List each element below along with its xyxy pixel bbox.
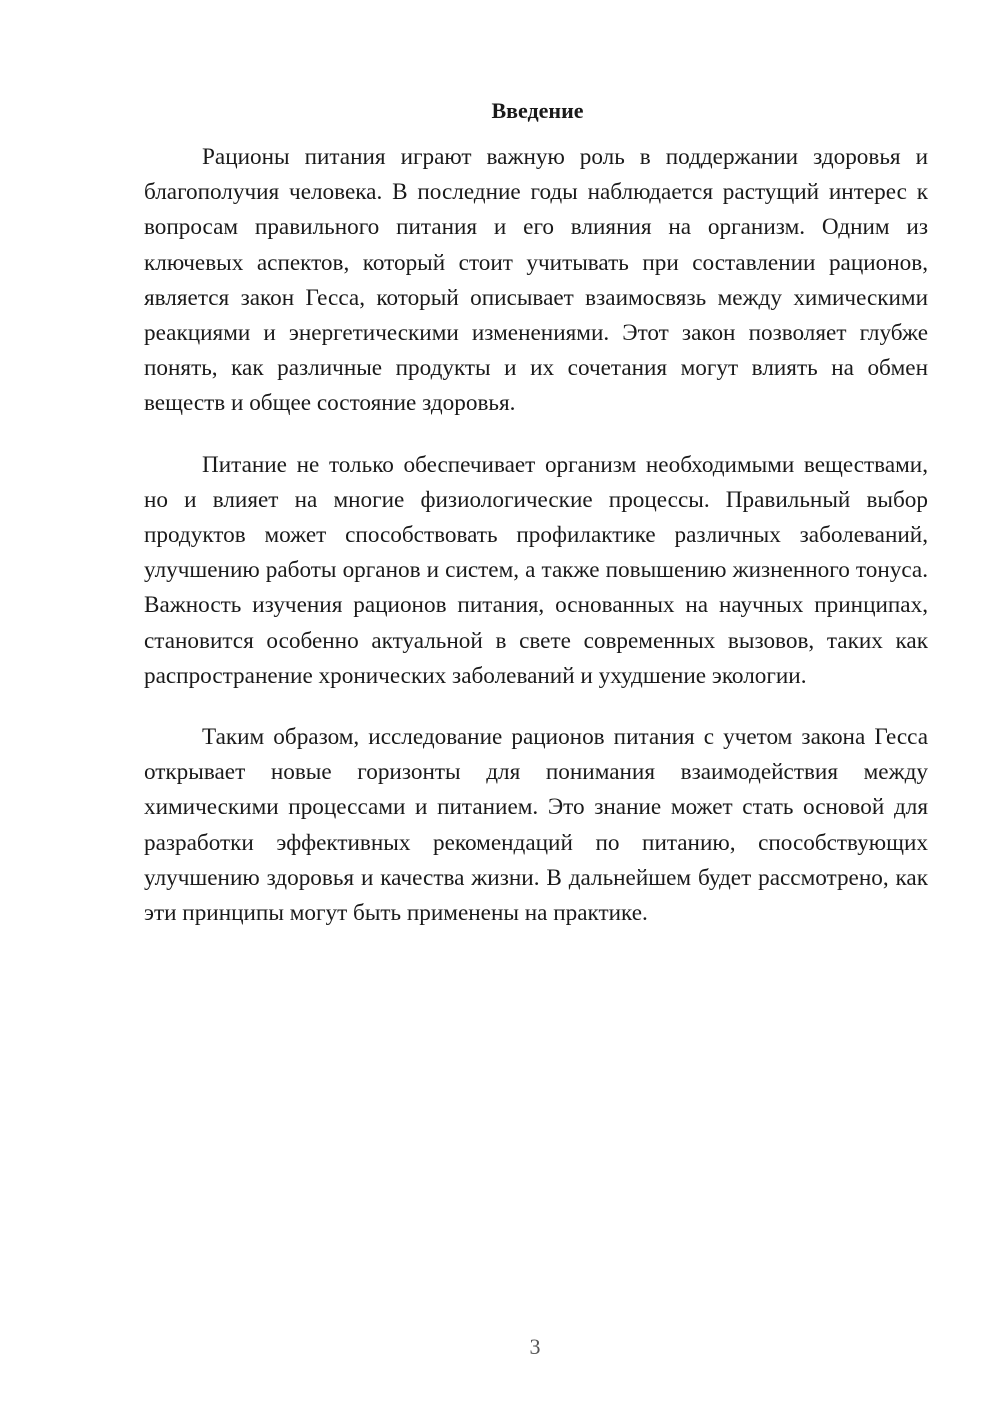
page-content	[144, 96, 928, 957]
paragraph-1: Рационы питания играют важную роль в поддержании здоровья и благополучия человека. В последние годы наблюдается растущий интерес к вопросам правильного питания и его влияния на организм. Одним из ключевых аспектов, который стоит учитывать при составлении рационов, является закон Гесса, который описывает взаимосвязь между химическими реакциями и энергетическими изменениями. Этот закон позволяет глубже понять, как различные продукты и их сочетания могут влиять на обмен веществ и общее состояние здоровья.	[144, 144, 928, 417]
paragraph-2: Питание не только обеспечивает организм необходимыми веществами, но и влияет на многие физиологические процессы. Правильный выбор продуктов может способствовать профилактике различных заболеваний, улучшению работы органов и систем, а также повышению жизненного тонуса. Важность изучения рационов питания, основанных на научных принципах, становится особенно актуальной в свете современных вызовов, таких как распространение хронических заболеваний и ухудшение экологии.	[144, 451, 928, 689]
paragraph-3: Таким образом, исследование рационов питания с учетом закона Гесса открывает новые горизонты для понимания взаимодействия между химическими процессами и питанием. Это знание может стать основой для разработки эффективных рекомендаций по питанию, способствующих улучшению здоровья и качества жизни. В дальнейшем будет рассмотрено, как эти принципы могут быть применены на практике.	[144, 724, 928, 927]
section-heading: Введение	[491, 98, 584, 123]
page-number: 3	[529, 1334, 541, 1359]
